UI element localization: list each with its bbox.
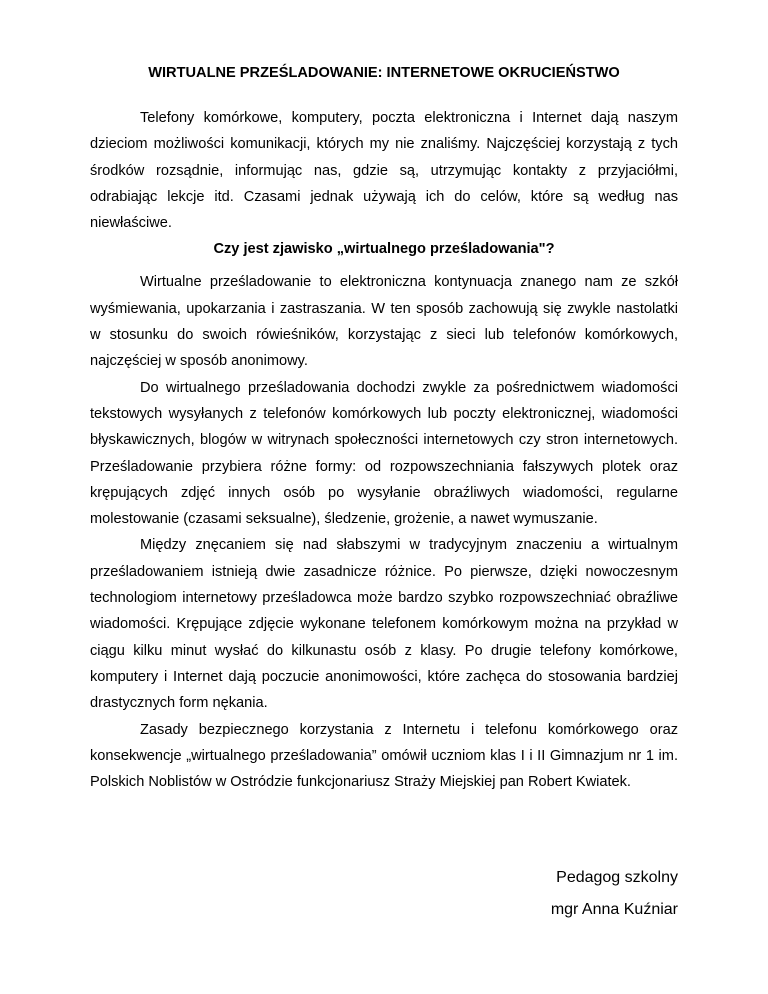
- document-body: [90, 63, 678, 795]
- paragraph-intro: Telefony komórkowe, komputery, poczta elektroniczna i Internet dają naszym dzieciom możliwości komunikacji, których my nie znaliśmy. Najczęściej korzystają z tych środków rozsądnie, informując nas, gdzie są, utrzymując kontakty z przyjaciółmi, odrabiając lekcje itd. Czasami jednak używają ich do celów, które są według nas niewłaściwe.: [90, 110, 678, 232]
- paragraph-forms: Do wirtualnego prześladowania dochodzi zwykle za pośrednictwem wiadomości tekstowych wysyłanych z telefonów komórkowych lub poczty elektronicznej, wiadomości błyskawicznych, blogów w witrynach społeczności internetowych czy stron internetowych. Prześladowanie przybiera różne formy: od rozpowszechniania fałszywych plotek oraz krępujących zdjęć innych osób po wysyłanie obraźliwych wiadomości, regularne molestowanie (czasami seksualne), śledzenie, grożenie, a nawet wymuszanie.: [90, 379, 678, 528]
- signature-role: Pedagog szkolny: [556, 869, 678, 886]
- document-title: WIRTUALNE PRZEŚLADOWANIE: INTERNETOWE OKRUCIEŃSTWO: [148, 65, 620, 81]
- paragraph-differences: Między znęcaniem się nad słabszymi w tradycyjnym znaczeniu a wirtualnym prześladowaniem istnieją dwie zasadnicze różnice. Po pierwsze, dzięki nowoczesnym technologiom internetowy prześladowca może bardzo szybko rozpowszechniać obraźliwe wiadomości. Krępujące zdjęcie wykonane telefonem komórkowym można na przykład w ciągu kilku minut wysłać do kilkunastu osób z klasy. Po drugie telefony komórkowe, komputery i Internet dają poczucie anonimowości, które zachęca do stosowania bardziej drastycznych form nękania.: [90, 537, 678, 712]
- signature-block: [90, 862, 678, 942]
- paragraph-definition: Wirtualne prześladowanie to elektroniczna kontynuacja znanego nam ze szkół wyśmiewania, upokarzania i zastraszania. W ten sposób zachowują się zwykle nastolatki w stosunku do swoich rówieśników, korzystając z sieci lub telefonów komórkowych, najczęściej w sposób anonimowy.: [90, 274, 678, 370]
- signature-name: mgr Anna Kuźniar: [550, 901, 678, 918]
- section-subheading: Czy jest zjawisko „wirtualnego prześladowania"?: [213, 241, 555, 258]
- paragraph-meeting: Zasady bezpiecznego korzystania z Internetu i telefonu komórkowego oraz konsekwencje „wirtualnego prześladowania” omówił uczniom klas I i II Gimnazjum nr 1 im. Polskich Noblistów w Ostródzie funkcjonariusz Straży Miejskiej pan Robert Kwiatek.: [90, 721, 678, 791]
